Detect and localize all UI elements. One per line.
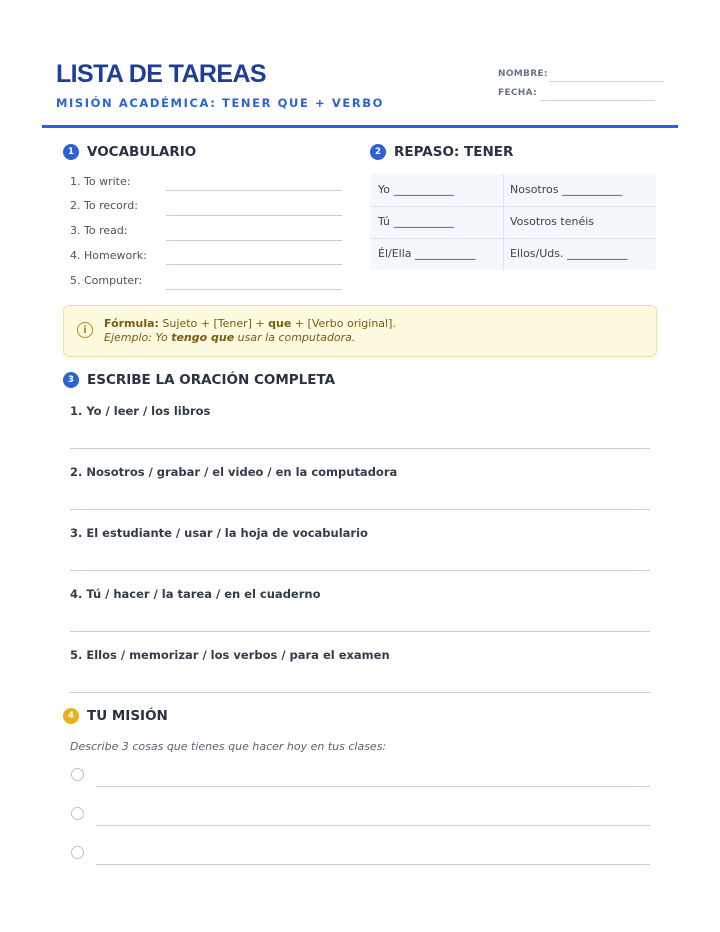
example-label: Ejemplo: Yo [104, 331, 172, 344]
formula-que: que [268, 317, 292, 330]
vocab-answer-line[interactable] [166, 215, 342, 216]
table-cell[interactable]: Yo ___________ [378, 183, 454, 196]
table-cell[interactable]: Nosotros ___________ [510, 183, 623, 196]
vocab-answer-line[interactable] [166, 240, 342, 241]
example-bold: tengo que [171, 331, 235, 344]
sentences-section-title: ESCRIBE LA ORACIÓN COMPLETA [87, 372, 336, 388]
mission-section-header [63, 708, 168, 724]
vocab-item: 1. To write: [70, 175, 131, 188]
vocab-item: 3. To read: [70, 224, 128, 237]
repaso-section-title: REPASO: TENER [394, 144, 514, 160]
vocab-section-title: VOCABULARIO [87, 144, 197, 160]
checkbox-circle[interactable] [71, 768, 84, 781]
vocab-answer-line[interactable] [166, 264, 342, 265]
table-row-divider [370, 238, 656, 239]
answer-line[interactable] [70, 631, 650, 632]
exercise-prompt: 2. Nosotros / grabar / el video / en la computadora [70, 465, 398, 479]
exercise-prompt: 3. El estudiante / usar / la hoja de vocabulario [70, 526, 368, 540]
exercise-prompt: 1. Yo / leer / los libros [70, 404, 211, 418]
date-field[interactable] [540, 100, 655, 101]
answer-line[interactable] [70, 692, 650, 693]
table-cell: Vosotros tenéis [510, 215, 595, 228]
answer-line[interactable] [70, 448, 650, 449]
formula-part: + [Verbo original]. [291, 317, 396, 330]
header-divider [42, 125, 678, 128]
date-label: FECHA: [498, 88, 537, 98]
mission-answer-line[interactable] [96, 825, 650, 826]
table-cell[interactable]: Ellos/Uds. ___________ [510, 247, 628, 260]
mission-section-title: TU MISIÓN [87, 708, 168, 724]
section-number-badge: 2 [370, 144, 386, 160]
example-rest: usar la computadora. [234, 331, 356, 344]
page-title: LISTA DE TAREAS [56, 60, 266, 88]
vocab-answer-line[interactable] [166, 190, 342, 191]
exercise-prompt: 5. Ellos / memorizar / los verbos / para el examen [70, 648, 390, 662]
formula-label: Fórmula: [104, 317, 159, 330]
tener-conjugation-table [370, 174, 656, 270]
table-column-divider [503, 174, 504, 270]
checkbox-circle[interactable] [71, 807, 84, 820]
table-cell[interactable]: Tú ___________ [378, 215, 455, 228]
example-text [104, 331, 355, 344]
section-number-badge: 1 [63, 144, 79, 160]
section-number-badge: 4 [63, 708, 79, 724]
repaso-section-header [370, 144, 513, 160]
vocab-item: 2. To record: [70, 199, 138, 212]
section-number-badge: 3 [63, 372, 79, 388]
name-field[interactable] [549, 81, 664, 82]
formula-note [63, 305, 657, 357]
sentences-section-header [63, 372, 335, 388]
answer-line[interactable] [70, 570, 650, 571]
mission-answer-line[interactable] [96, 786, 650, 787]
info-icon: i [77, 322, 93, 338]
table-row-divider [370, 206, 656, 207]
mission-answer-line[interactable] [96, 864, 650, 865]
vocab-answer-line[interactable] [166, 289, 342, 290]
mission-prompt: Describe 3 cosas que tienes que hacer hoy en tus clases: [70, 740, 387, 753]
table-cell[interactable]: Él/Ella ___________ [378, 247, 476, 260]
vocab-section-header [63, 144, 196, 160]
exercise-prompt: 4. Tú / hacer / la tarea / en el cuaderno [70, 587, 321, 601]
name-label: NOMBRE: [498, 69, 548, 79]
vocab-item: 5. Computer: [70, 274, 143, 287]
formula-part: Sujeto + [Tener] + [158, 317, 269, 330]
page-subtitle: MISIÓN ACADÉMICA: TENER QUE + VERBO [56, 96, 385, 110]
vocab-item: 4. Homework: [70, 249, 147, 262]
checkbox-circle[interactable] [71, 846, 84, 859]
answer-line[interactable] [70, 509, 650, 510]
formula-text [104, 317, 396, 330]
